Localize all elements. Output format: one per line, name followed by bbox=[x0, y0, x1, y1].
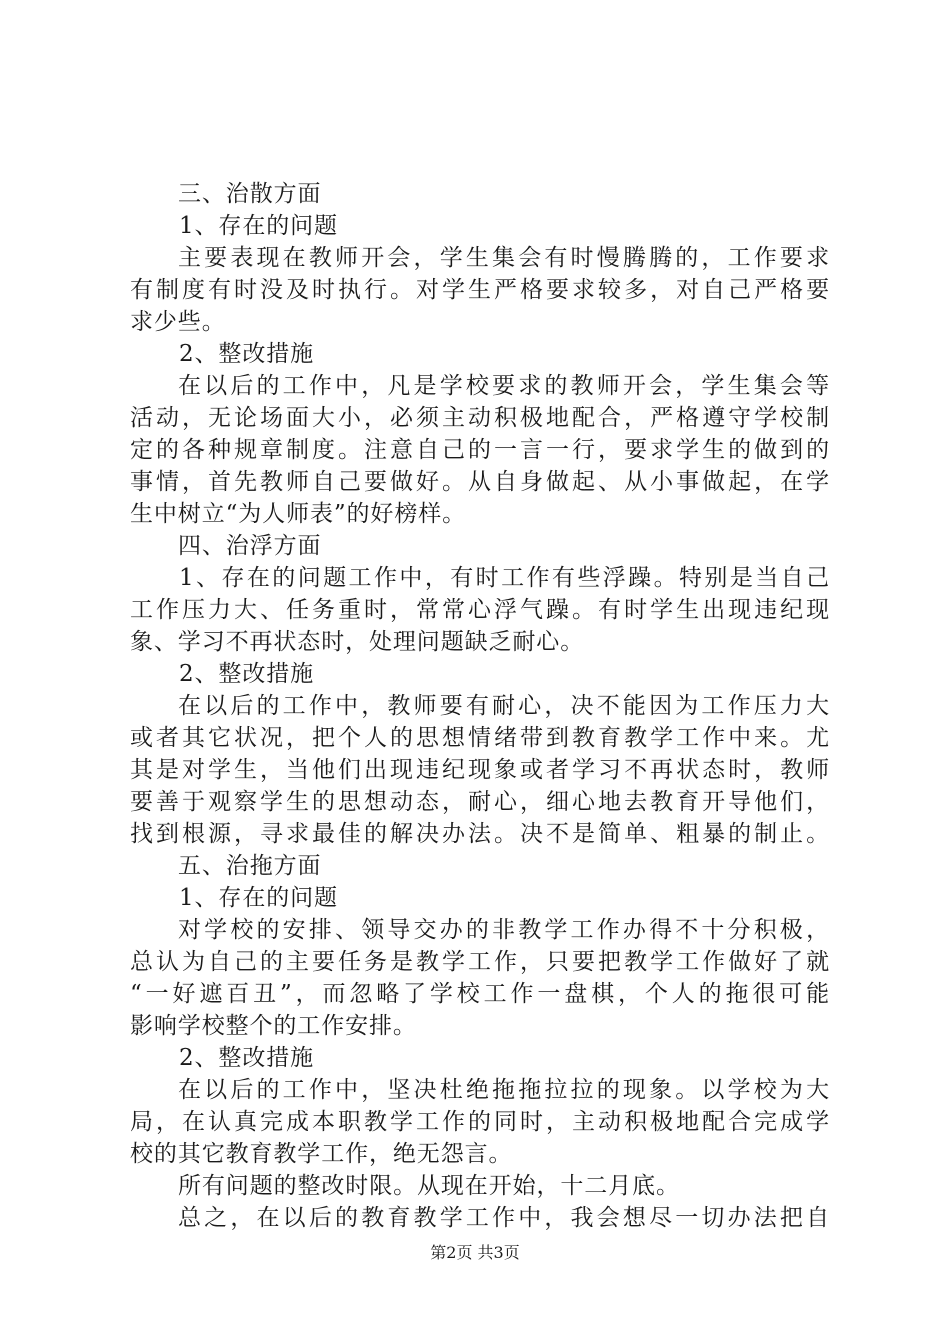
text-line: 影响学校整个的工作安排。 bbox=[130, 1013, 417, 1039]
section-heading: 四、治浮方面 bbox=[178, 533, 322, 559]
subsection-heading: 2、整改措施 bbox=[179, 1045, 315, 1071]
subsection-heading: 1、存在的问题 bbox=[179, 885, 338, 911]
text-line: 事情，首先教师自己要做好。从自身做起、从小事做起，在学 bbox=[130, 469, 830, 495]
text-line: 找到根源，寻求最佳的解决办法。决不是简单、粗暴的制止。 bbox=[130, 821, 830, 847]
text-line: 要善于观察学生的思想动态，耐心，细心地去教育开导他们， bbox=[130, 789, 830, 815]
text-line: 在以后的工作中，凡是学校要求的教师开会，学生集会等 bbox=[178, 373, 830, 399]
text-line: 局，在认真完成本职教学工作的同时，主动积极地配合完成学 bbox=[130, 1109, 830, 1135]
text-line: 在以后的工作中，教师要有耐心，决不能因为工作压力大 bbox=[178, 693, 830, 719]
text-line: 工作压力大、任务重时，常常心浮气躁。有时学生出现违纪现 bbox=[130, 597, 830, 623]
text-line: 活动，无论场面大小，必须主动积极地配合，严格遵守学校制 bbox=[130, 405, 830, 431]
section-heading: 五、治拖方面 bbox=[178, 853, 322, 879]
subsection-heading: 2、整改措施 bbox=[179, 341, 315, 367]
text-line: 其是对学生，当他们出现违纪现象或者学习不再状态时，教师 bbox=[130, 757, 830, 783]
text-line: 有制度有时没及时执行。对学生严格要求较多，对自己严格要 bbox=[130, 277, 830, 303]
text-line: 对学校的安排、领导交办的非教学工作办得不十分积极， bbox=[178, 917, 830, 943]
text-line: 主要表现在教师开会，学生集会有时慢腾腾的，工作要求 bbox=[178, 245, 830, 271]
page-footer: 第2页 共3页 bbox=[430, 1243, 520, 1262]
text-line: 所有问题的整改时限。从现在开始，十二月底。 bbox=[178, 1173, 680, 1199]
text-line: 1、存在的问题工作中，有时工作有些浮躁。特别是当自己 bbox=[179, 565, 830, 591]
text-line: 求少些。 bbox=[130, 309, 226, 335]
text-line: 校的其它教育教学工作，绝无怨言。 bbox=[130, 1141, 513, 1167]
text-line: 生中树立“为人师表”的好榜样。 bbox=[130, 501, 467, 527]
text-line: “一好遮百丑”，而忽略了学校工作一盘棋，个人的拖很可能 bbox=[130, 981, 830, 1007]
text-line: 在以后的工作中，坚决杜绝拖拖拉拉的现象。以学校为大 bbox=[178, 1077, 830, 1103]
subsection-heading: 1、存在的问题 bbox=[179, 213, 338, 239]
text-line: 总之，在以后的教育教学工作中，我会想尽一切办法把自 bbox=[178, 1205, 830, 1231]
text-line: 或者其它状况，把个人的思想情绪带到教育教学工作中来。尤 bbox=[130, 725, 830, 751]
text-line: 定的各种规章制度。注意自己的一言一行，要求学生的做到的 bbox=[130, 437, 830, 463]
section-heading: 三、治散方面 bbox=[178, 181, 322, 207]
text-line: 总认为自己的主要任务是教学工作，只要把教学工作做好了就 bbox=[130, 949, 830, 975]
text-line: 象、学习不再状态时，处理问题缺乏耐心。 bbox=[130, 629, 585, 655]
subsection-heading: 2、整改措施 bbox=[179, 661, 315, 687]
